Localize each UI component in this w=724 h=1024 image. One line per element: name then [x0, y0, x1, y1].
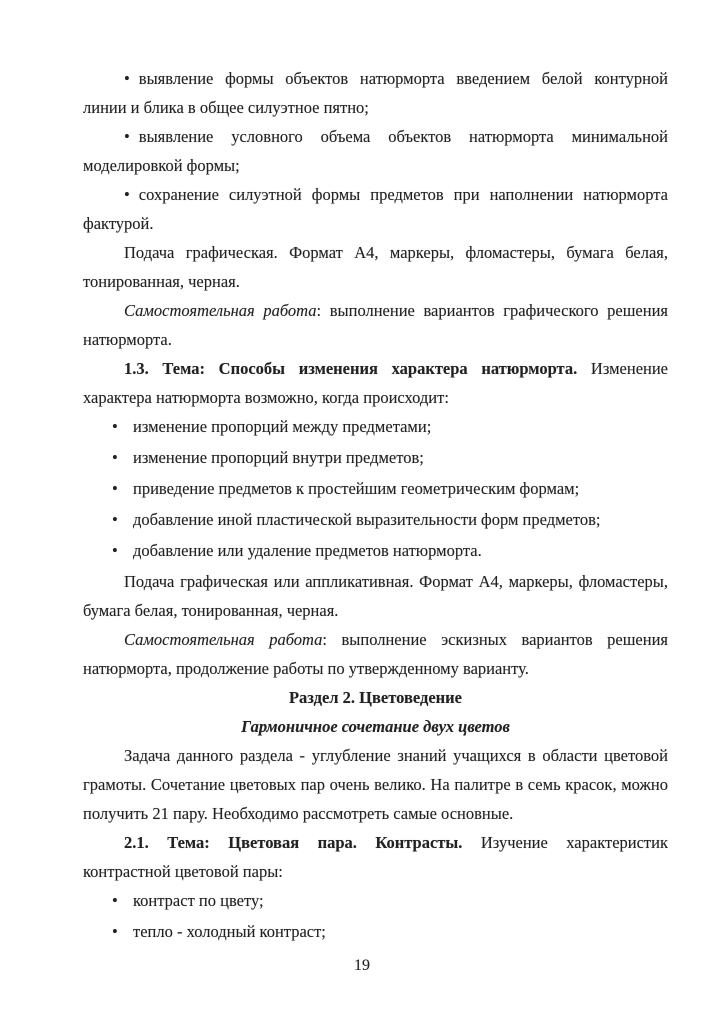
paragraph-text: Подача графическая. Формат А4, маркеры, фломастеры, бумага белая, тонированная, черная. [83, 243, 668, 291]
selfwork-label: Самостоятельная работа [124, 630, 323, 649]
paragraph-text: Подача графическая или аппликативная. Формат А4, маркеры, фломастеры, бумага белая, тонированная, черная. [83, 572, 668, 620]
document-content [83, 64, 668, 948]
paragraph-intro [83, 741, 668, 828]
bullet-icon: • [112, 448, 118, 467]
bullet-icon: • [112, 922, 118, 941]
bullet-icon: • [112, 417, 118, 436]
paragraph-text: : выполнение эскизных вариантов решения натюрморта, продолжение работы по утвержденному варианту. [83, 630, 668, 678]
list-item [83, 917, 668, 946]
list-item-text: добавление или удаление предметов натюрморта. [133, 541, 482, 560]
list-item-text: контраст по цвету; [133, 891, 264, 910]
bullet-icon: • [124, 127, 130, 146]
paragraph-submission [83, 567, 668, 625]
topic-title: 1.3. Тема: Способы изменения характера натюрморта. [124, 359, 578, 378]
bullet-icon: • [112, 891, 118, 910]
selfwork-label: Самостоятельная работа [124, 301, 317, 320]
bullet-paragraph [83, 180, 668, 238]
topic-heading-1-3 [83, 354, 668, 412]
list-item-text: изменение пропорций между предметами; [133, 417, 432, 436]
bullet-list [83, 412, 668, 565]
paragraph-text: : выполнение вариантов графического решения натюрморта. [83, 301, 668, 349]
list-item [83, 443, 668, 472]
paragraph-selfwork [83, 625, 668, 683]
list-item-text: изменение пропорций внутри предметов; [133, 448, 424, 467]
list-item [83, 474, 668, 503]
bullet-icon: • [112, 510, 118, 529]
topic-heading-2-1 [83, 828, 668, 886]
list-item-text: приведение предметов к простейшим геометрическим формам; [133, 479, 580, 498]
paragraph-selfwork [83, 296, 668, 354]
paragraph-text: сохранение силуэтной формы предметов при наполнении натюрморта фактурой. [83, 185, 668, 233]
list-item [83, 412, 668, 441]
paragraph-text: Задача данного раздела - углубление знаний учащихся в области цветовой грамоты. Сочетание цветовых пар очень велико. На палитре в семь красок, можно получить 21 пару. Необходимо рассмотреть самые основные. [83, 746, 668, 823]
paragraph-text: Изменение характера натюрморта возможно, когда происходит: [83, 359, 669, 407]
bullet-icon: • [124, 69, 130, 88]
paragraph-text: выявление условного объема объектов натюрморта минимальной моделировкой формы; [83, 127, 668, 175]
bullet-icon: • [112, 479, 118, 498]
list-item-text: тепло - холодный контраст; [133, 922, 326, 941]
bullet-paragraph [83, 64, 668, 122]
topic-title: 2.1. Тема: Цветовая пара. Контрасты. [124, 833, 463, 852]
bullet-icon: • [124, 185, 130, 204]
bullet-list [83, 886, 668, 946]
paragraph-submission [83, 238, 668, 296]
page-number: 19 [354, 957, 370, 974]
list-item-text: добавление иной пластической выразительности форм предметов; [133, 510, 601, 529]
bullet-paragraph [83, 122, 668, 180]
paragraph-text: выявление формы объектов натюрморта введением белой контурной линии и блика в общее силуэтное пятно; [83, 69, 668, 117]
list-item [83, 505, 668, 534]
paragraph-text: Изучение характеристик контрастной цветовой пары: [83, 833, 668, 881]
list-item [83, 536, 668, 565]
section-heading: Раздел 2. Цветоведение [288, 688, 463, 707]
section-subheading: Гармоничное сочетание двух цветов [241, 717, 510, 736]
bullet-icon: • [112, 541, 118, 560]
list-item [83, 886, 668, 915]
